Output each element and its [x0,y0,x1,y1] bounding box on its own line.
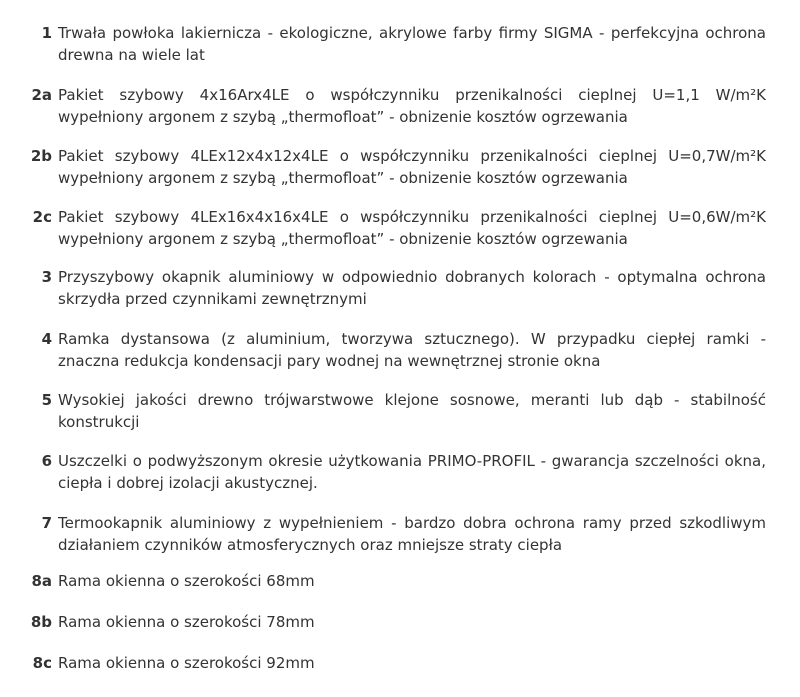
item-number: 2b [30,147,52,165]
item-number: 2c [32,208,52,226]
item-number: 8c [32,654,52,672]
item-text: Trwała powłoka lakiernicza - ekologiczne, akrylowe farby firmy SIGMA - perfekcyjna ochrona drewna na wiele lat [58,24,766,64]
item-number: 7 [41,514,52,532]
item-text: Rama okienna o szerokości 78mm [58,613,315,631]
item-text: Termookapnik aluminiowy z wypełnieniem - bardzo dobra ochrona ramy przed szkodliwym działaniem czynników atmosferycznych oraz mniejsze straty ciepła [58,514,766,554]
item-number: 3 [41,268,52,286]
item-number: 8b [30,613,52,631]
item-number: 1 [41,24,52,42]
item-text: Rama okienna o szerokości 68mm [58,572,315,590]
item-text: Pakiet szybowy 4x16Arx4LE o współczynniku przenikalności cieplnej U=1,1 W/m²K wypełniony argonem z szybą „thermofloat” - obnizenie kosztów ogrzewania [58,86,766,126]
item-number: 8a [31,572,52,590]
item-number: 2a [31,86,52,104]
item-text: Przyszybowy okapnik aluminiowy w odpowiednio dobranych kolorach - optymalna ochrona skrzydła przed czynnikami zewnętrznymi [58,268,766,308]
item-number: 4 [41,330,52,348]
item-text: Ramka dystansowa (z aluminium, tworzywa sztucznego). W przypadku ciepłej ramki - znaczna redukcja kondensacji pary wodnej na wewnętrznej stronie okna [58,330,766,370]
item-text: Pakiet szybowy 4LEx12x4x12x4LE o współczynniku przenikalności cieplnej U=0,7W/m²K wypełniony argonem z szybą „thermofloat” - obnizenie kosztów ogrzewania [58,147,766,187]
item-text: Pakiet szybowy 4LEx16x4x16x4LE o współczynniku przenikalności cieplnej U=0,6W/m²K wypełniony argonem z szybą „thermofloat” - obnizenie kosztów ogrzewania [58,208,766,248]
item-text: Rama okienna o szerokości 92mm [58,654,315,672]
item-number: 6 [41,452,52,470]
item-number: 5 [41,391,52,409]
item-text: Uszczelki o podwyższonym okresie użytkowania PRIMO-PROFIL - gwarancja szczelności okna, ciepła i dobrej izolacji akustycznej. [58,452,766,492]
item-text: Wysokiej jakości drewno trójwarstwowe klejone sosnowe, meranti lub dąb - stabilność konstrukcji [58,391,766,431]
